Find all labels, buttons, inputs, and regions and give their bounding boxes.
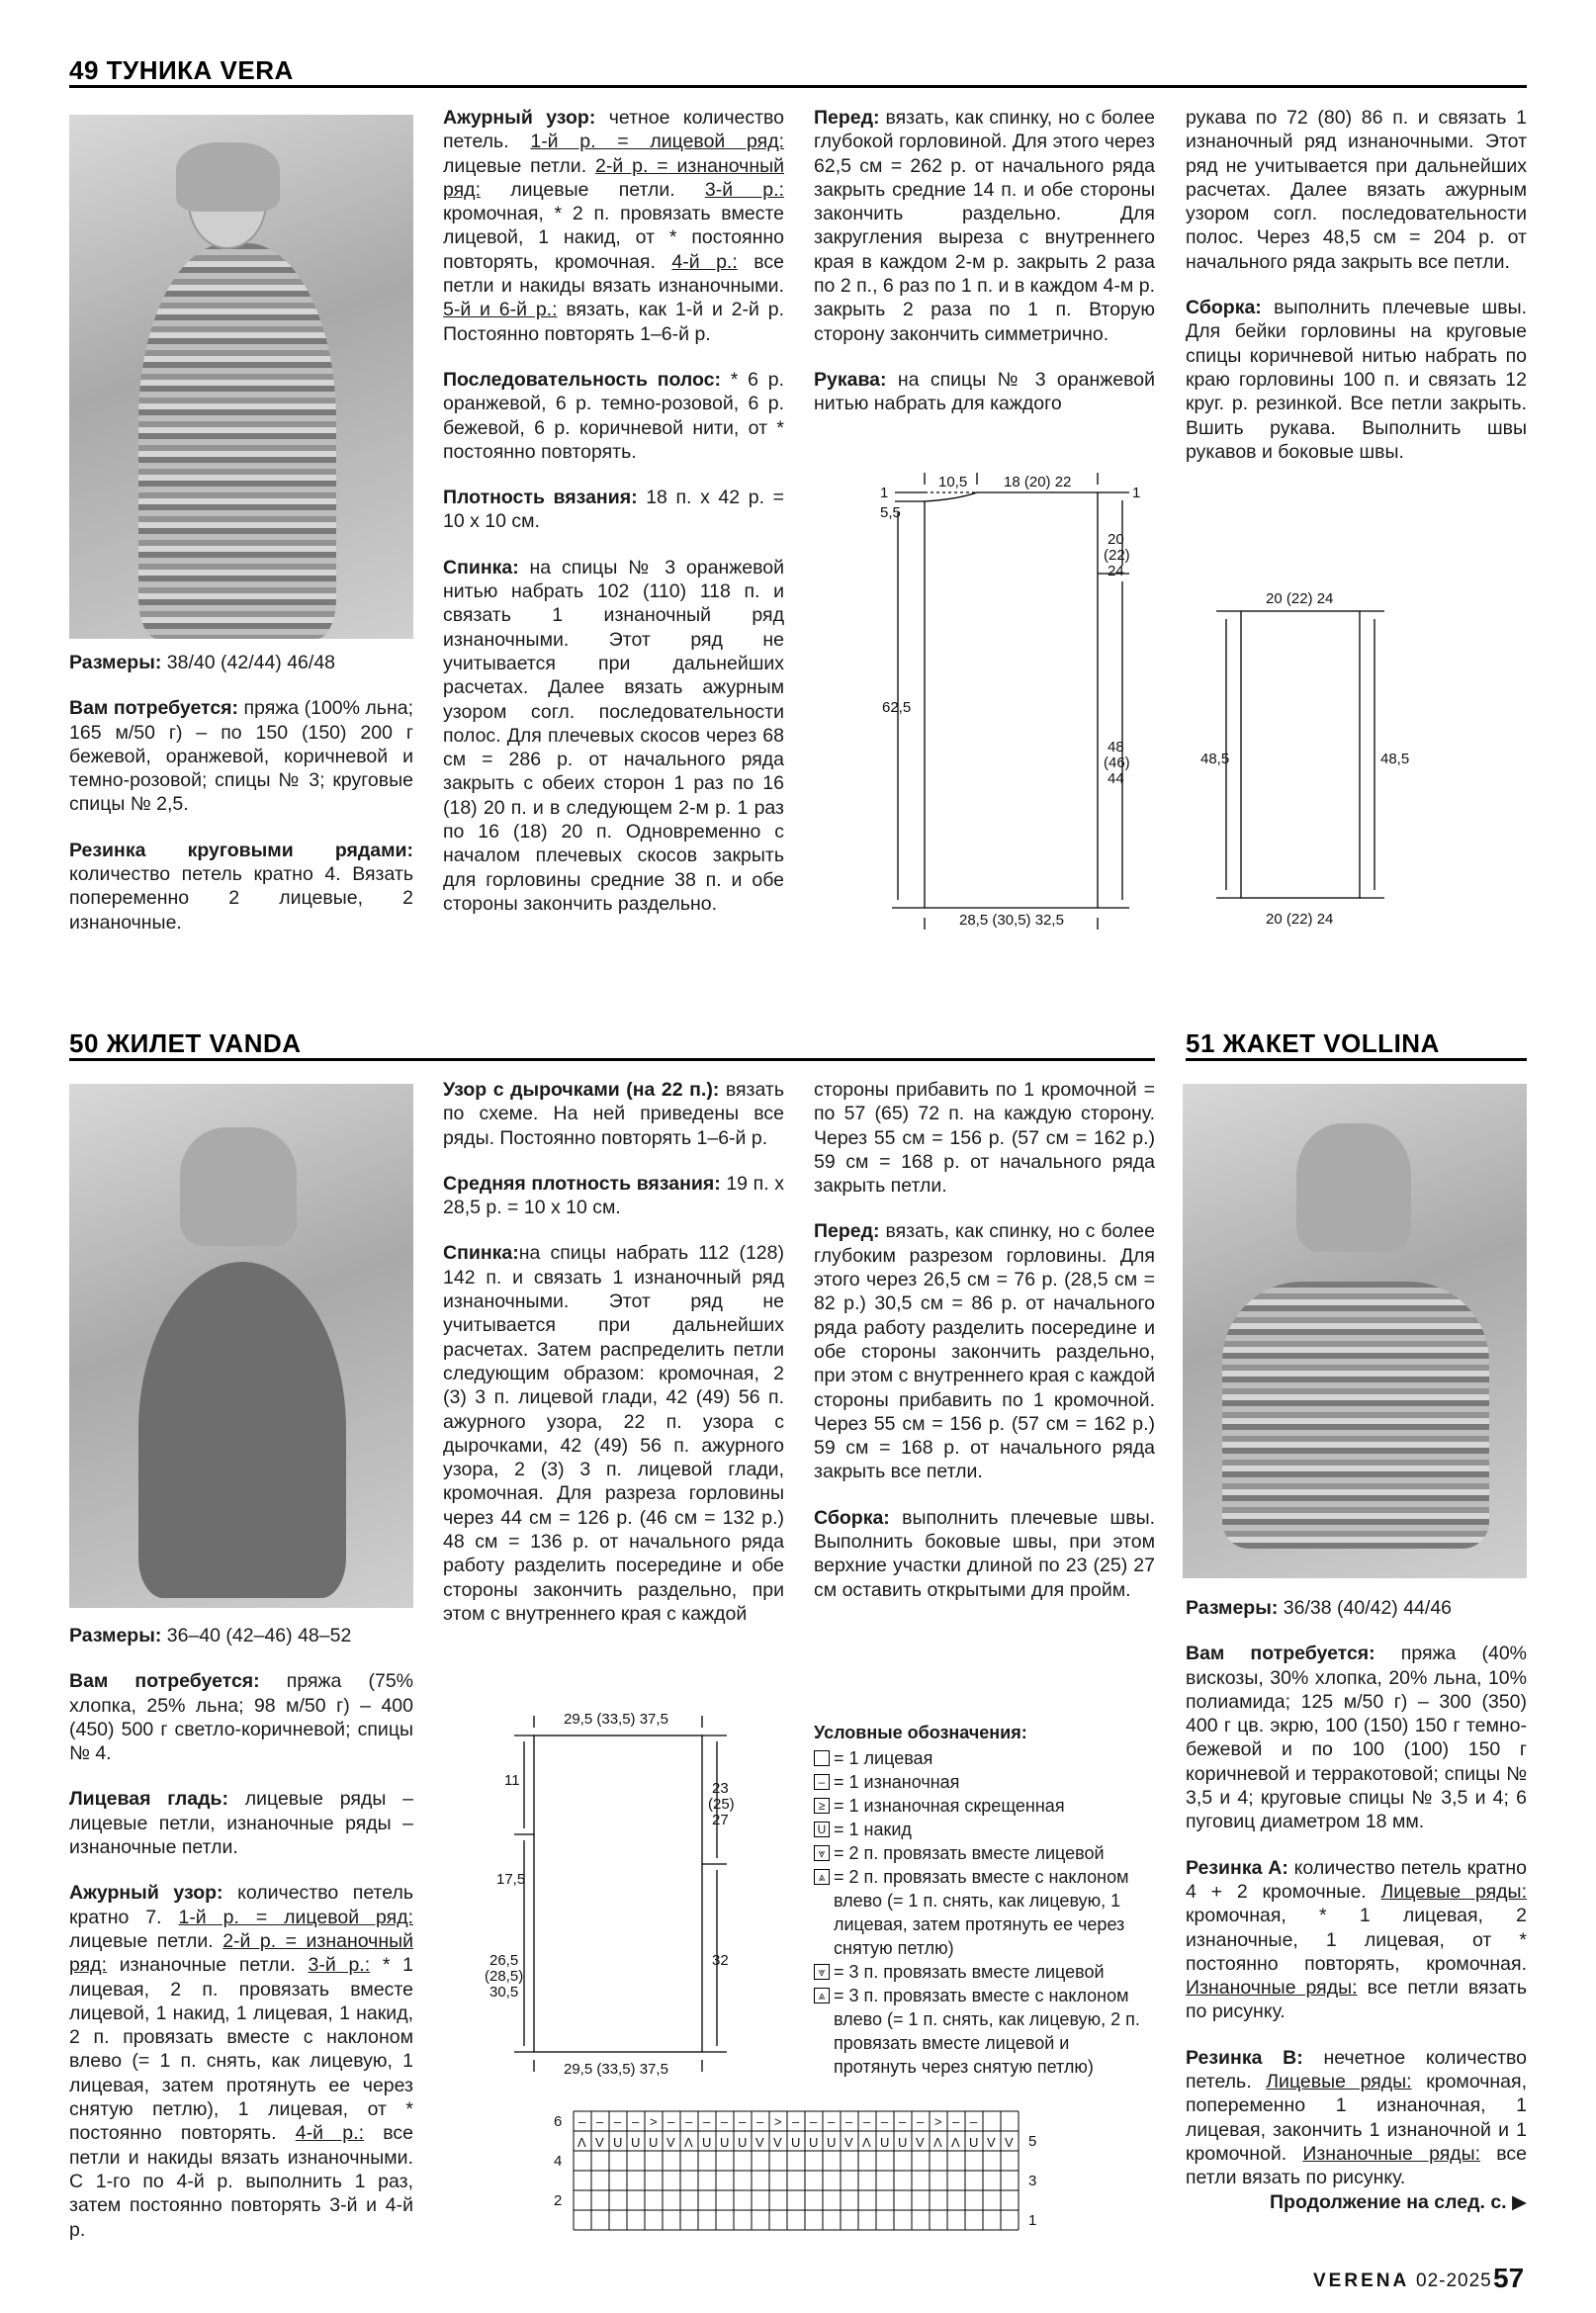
chart-cell-symbol: – (703, 2114, 711, 2129)
chart-cell-symbol: U (791, 2135, 801, 2150)
section-51-rule (1186, 1058, 1527, 1061)
vest-l3b: (28,5) (485, 1968, 524, 1985)
chart-cell-symbol: – (578, 2114, 586, 2129)
sec49-col1 (69, 651, 413, 956)
chart-cell-symbol: V (916, 2135, 925, 2150)
sizes-text: 38/40 (42/44) 46/48 (161, 652, 336, 673)
chart-cell-symbol: V (987, 2135, 996, 2150)
chart-cell-symbol: – (792, 2114, 800, 2129)
legend-symbol-icon: ⩓ (814, 1988, 830, 2003)
issue-number: 02-2025 (1416, 2270, 1492, 2291)
vest-r1c: 27 (712, 1812, 729, 1828)
chart-cell-symbol: Λ (951, 2135, 960, 2150)
legend-item (814, 1794, 1155, 1818)
sec49-col4-text: рукава по 72 (80) 86 п. и связать 1 изнаночный ряд изнаночными. Этот ряд не учитывается при дальнейших расчетах. Далее вязать ажурным узором согл. последовательности полос. Через 48,5 см = 204 р. от начального ряда закрыть все петли. Сборка: выполнить плечевые швы. Для бейки горловины на круговые спицы коричневой нитью набрать по краю горловины 100 п. и связать 12 круг. р. резинкой. Все петли закрыть. Вшить рукава. Выполнить швы рукавов и боковые швы. (1186, 106, 1527, 486)
sleeve-top: 20 (22) 24 (1266, 590, 1334, 607)
legend-item (814, 1865, 1155, 1960)
chart-cell-symbol: V (844, 2135, 853, 2150)
legend-item (814, 1960, 1155, 1984)
chart-cell-symbol: – (970, 2114, 978, 2129)
legend-symbol-icon: ⩔ (814, 1964, 830, 1980)
rib-text: количество петель кратно 4. Вязать попеременно 2 лицевые, 2 изнаночные. (69, 863, 413, 934)
stitch-chart (549, 2106, 1053, 2235)
symbol-legend (814, 1721, 1155, 2079)
vest-bottom: 29,5 (33,5) 37,5 (564, 2061, 668, 2078)
sec49-col2: Ажурный узор: четное количество петель. 1-й р. = лицевой ряд: лицевые петли. 2-й р. = изнаночный ряд: лицевые петли. 3-й р.: кромочная, * 2 п. провязать вместе лицевой, 1 накид, от * постоянно повторять, кромочная. 4-й р.: все петли и накиды вязать изнаночными. 5-й и 6-й р.: вязать, как 1-й и 2-й р. Постоянно повторять 1–6-й р. Последовательность полос: * 6 р. оранжевой, 6 р. темно-розовой, 6 р. бежевой, 6 р. коричневой нити, от * постоянно повторять. Плотность вязания: 18 п. х 42 р. = 10 х 10 см. Спинка: на спицы № 3 оранжевой нитью набрать 102 (110) 118 п. и связать 1 изнаночный ряд изнаночными. Этот ряд не учитывается при дальнейших расчетах. Далее вязать ажурным узором согл. последовательности полос. Для плечевых скосов через 68 см = 286 р. от начального ряда закрыть с обеих сторон 1 раз по 16 (18) 20 п. и в следующем 2-м р. 1 раз по 16 (18) 20 п. Одновременно с началом плечевых скосов закрыть для горловины средние 38 п. и обе стороны закончить раздельно. (443, 107, 785, 915)
chart-cell-symbol: – (917, 2114, 925, 2129)
chart-cell-symbol: – (863, 2114, 871, 2129)
legend-item (814, 1770, 1155, 1794)
height: 62,5 (882, 699, 912, 716)
legend-item (814, 1818, 1155, 1841)
chart-cell-symbol: U (898, 2135, 908, 2150)
arm-a: 20 (1108, 531, 1124, 548)
chart-cell-symbol: – (739, 2114, 747, 2129)
row-label-4: 4 (554, 2153, 563, 2170)
chart-cell-symbol: – (756, 2114, 764, 2129)
one-right: 1 (1132, 485, 1141, 501)
vest-l3a: 26,5 (489, 1952, 519, 1969)
section-49-title: 49 ТУНИКА VERA (69, 55, 294, 85)
arm-c: 24 (1108, 563, 1124, 579)
legend-item (814, 1746, 1155, 1770)
body-outline (925, 492, 1098, 908)
chart-cell-symbol: – (881, 2114, 889, 2129)
chart-cell-symbol: U (702, 2135, 712, 2150)
chart-cell-symbol: U (880, 2135, 890, 2150)
chart-cell-symbol: U (631, 2135, 641, 2150)
magazine-name: VERENA (1313, 2270, 1410, 2291)
legend-text: = 3 п. провязать вместе лицевой (834, 1962, 1105, 1982)
legend-symbol-icon (814, 1750, 830, 1766)
page-number: 57 (1493, 2263, 1525, 2293)
legend-symbol-icon: – (814, 1774, 830, 1790)
materials-text: пряжа (100% льна; 165 м/50 г) – по 150 (150) 200 г бежевой, оранжевой, коричневой и темно-розовой; спицы № 3; круговые спицы № 2,5. (69, 697, 413, 816)
sleeve-left: 48,5 (1200, 751, 1230, 767)
legend-symbol-icon: U (814, 1822, 830, 1837)
chart-cell-symbol: – (596, 2114, 604, 2129)
row-label-6: 6 (554, 2113, 563, 2130)
chart-cell-symbol: V (666, 2135, 675, 2150)
legend-text: = 2 п. провязать вместе лицевой (834, 1843, 1105, 1863)
chart-cell-symbol: – (667, 2114, 675, 2129)
side-a: 48 (1108, 739, 1124, 756)
sec50-col1: Размеры: 36–40 (42–46) 48–52 Вам потребуется: пряжа (75% хлопка, 25% льна; 98 м/50 г) – 400 (450) 500 г светло-коричневой; спицы № 4. Лицевая гладь: лицевые ряды – лицевые петли, изнаночные ряды – изнаночные петли. Ажурный узор: количество петель кратно 7. 1-й р. = лицевой ряд: лицевые петли. 2-й р. = изнаночный ряд: изнаночные петли. 3-й р.: * 1 лицевая, 2 п. провязать вместе лицевой, 1 накид, 1 лицевая, 1 накид, 2 п. провязать вместе с наклоном влево (= 1 п. снять, как лицевую, 1 лицевая, затем протянуть ее через снятую петлю), 1 лицевая, от * постоянно повторять. 4-й р.: все петли и накиды вязать изнаночными. С 1-го по 4-й р. выполнить 1 раз, затем постоянно повторять 3-й и 4-й р. (69, 1625, 414, 2241)
legend-symbol-icon: ⩔ (814, 1845, 830, 1861)
one-left: 1 (880, 485, 889, 501)
sec49-col3: Перед: вязать, как спинку, но с более глубокой горловиной. Для этого через 62,5 см = 262 р. от начального ряда закрыть средние 14 п. и обе стороны закончить раздельно. Для закругления выреза с внутреннего края в каждом 2-м р. закрыть 2 раза по 2 п., 6 раз по 1 п. и в каждом 4-м р. закрыть 2 раза по 1 п. Вторую сторону закончить симметрично. Рукава: на спицы № 3 оранжевой нитью набрать для каждого (814, 107, 1155, 415)
sec50-col3: стороны прибавить по 1 кромочной = по 57 (65) 72 п. на каждую сторону. Через 55 см = 156 р. (57 см = 162 р.) 59 см = 168 р. от начального ряда закрыть петли. Перед: вязать, как спинку, но с более глубоким разрезом горловины. Для этого через 26,5 см = 76 р. (28,5 см = 82 р.) 30,5 см = 86 р. от начального ряда работу разделить посередине и обе стороны закончить раздельно, при этом с внутреннего края с каждой стороны прибавить по 1 кромочной. Через 55 см = 156 р. (57 см = 162 р.) 59 см = 168 р. от начального ряда закрыть все петли. Сборка: выполнить плечевые швы. Выполнить боковые швы, при этом верхние участки длиной по 23 (25) 27 см оставить открытыми для пройм. (814, 1079, 1155, 1601)
sec51-col: Размеры: 36/38 (40/42) 44/46 Вам потребуется: пряжа (40% вискозы, 30% хлопка, 20% льна, 10% полиамида; 125 м/50 г) – 300 (350) 400 г цв. экрю, 100 (150) 150 г темно-бежевой и по 100 (100) 150 г коричневой и терракотовой; спицы № 3,5 и 4; круговые спицы № 3,5 и 4; 6 пуговиц диаметром 18 мм. Резинка А: количество петель кратно 4 + 2 кромочные. Лицевые ряды: кромочная, * 1 лицевая, 2 изнаночные, 1 лицевая, от * постоянно повторять, кромочная. Изнаночные ряды: все петли вязать по рисунку. Резинка В: нечетное количество петель. Лицевые ряды: кромочная, попеременно 1 изнаночная, 1 лицевая, закончить 1 изнаночной и 1 кромочной. Изнаночные ряды: все петли вязать по рисунку. Продолжение на след. с. ▶ (1186, 1597, 1528, 2213)
materials-label: Вам потребуется: (69, 697, 239, 720)
legend-item (814, 1984, 1155, 2079)
legend-text: = 1 изнаночная скрещенная (834, 1796, 1065, 1816)
arm-b: (22) (1104, 547, 1130, 564)
row-label-2: 2 (554, 2192, 563, 2209)
chart-cell-symbol: U (613, 2135, 623, 2150)
legend-title: Условные обозначения: (814, 1723, 1027, 1742)
jacket-photo (1183, 1084, 1527, 1578)
chart-cell-symbol: U (649, 2135, 659, 2150)
chart-cell-symbol: – (810, 2114, 818, 2129)
vest-r1a: 23 (712, 1780, 729, 1797)
legend-symbol-icon: ⩓ (814, 1869, 830, 1885)
chart-cell-symbol: V (1005, 2135, 1014, 2150)
chart-cell-symbol: – (845, 2114, 853, 2129)
vest-l2: 17,5 (496, 1871, 526, 1888)
chart-cell-symbol: Λ (933, 2135, 942, 2150)
row-label-1: 1 (1028, 2212, 1037, 2229)
sleeve-right: 48,5 (1380, 751, 1410, 767)
chart-cell-symbol: – (721, 2114, 729, 2129)
chart-cell-symbol: – (632, 2114, 640, 2129)
neck-depth: 5,5 (880, 504, 901, 521)
shoulder-width: 18 (20) 22 (1004, 474, 1072, 490)
vest-photo (69, 1084, 413, 1608)
legend-text: = 3 п. провязать вместе с наклоном влево (= 1 п. снять, как лицевую, 2 п. провязать вместе лицевой и протянуть через снятую петлю) (834, 1986, 1140, 2077)
chart-cell-symbol: > (650, 2114, 658, 2129)
vest-l3c: 30,5 (489, 1984, 519, 2001)
tunic-sleeve-diagram (1197, 583, 1493, 939)
side-b: (46) (1104, 755, 1130, 771)
bottom-width: 28,5 (30,5) 32,5 (959, 912, 1064, 929)
section-50-title: 50 ЖИЛЕТ VANDA (69, 1028, 302, 1058)
legend-symbol-icon: ≥ (814, 1798, 830, 1814)
chart-cell-symbol: U (969, 2135, 979, 2150)
chart-cell-symbol: Λ (684, 2135, 693, 2150)
chart-cell-symbol: Λ (577, 2135, 586, 2150)
tunic-body-diagram (870, 465, 1157, 939)
legend-text: = 1 изнаночная (834, 1772, 960, 1792)
legend-text: = 1 накид (834, 1820, 912, 1839)
vest-top: 29,5 (33,5) 37,5 (564, 1711, 668, 1728)
chart-cell-symbol: Λ (862, 2135, 871, 2150)
sizes-label: Размеры: (69, 652, 162, 673)
vest-r2: 32 (712, 1952, 729, 1969)
legend-text: = 1 лицевая (834, 1748, 933, 1768)
rib-label: Резинка круговыми рядами: (69, 839, 413, 861)
chart-cell-symbol: – (899, 2114, 907, 2129)
legend-text: = 2 п. провязать вместе с наклоном влево (= 1 п. снять, как лицевую, 1 лицевая, затем протянуть ее через снятую петлю) (834, 1867, 1129, 1958)
row-label-3: 3 (1028, 2173, 1037, 2189)
section-49-rule (69, 85, 1527, 88)
chart-cell-symbol: > (774, 2114, 782, 2129)
vest-l1: 11 (504, 1772, 520, 1789)
section-51-title: 51 ЖАКЕТ VOLLINA (1186, 1028, 1440, 1058)
vest-r1b: (25) (708, 1796, 735, 1813)
tunic-photo (69, 115, 413, 639)
neck-width: 10,5 (938, 474, 968, 490)
chart-cell-symbol: > (934, 2114, 942, 2129)
chart-cell-symbol: U (738, 2135, 748, 2150)
continued-note: Продолжение на след. с. ▶ (1270, 2190, 1527, 2213)
chart-cell-symbol: V (595, 2135, 604, 2150)
vest-diagram (475, 1706, 771, 2082)
row-label-5: 5 (1028, 2133, 1037, 2150)
chart-cell-symbol: – (828, 2114, 836, 2129)
chart-cell-symbol: V (755, 2135, 764, 2150)
section-50-rule (69, 1058, 1155, 1061)
chart-cell-symbol: V (773, 2135, 782, 2150)
chart-cell-symbol: U (720, 2135, 730, 2150)
legend-item (814, 1841, 1155, 1865)
side-c: 44 (1108, 770, 1124, 787)
chart-cell-symbol: – (685, 2114, 693, 2129)
sleeve-bottom: 20 (22) 24 (1266, 911, 1334, 928)
chart-cell-symbol: – (614, 2114, 622, 2129)
chart-cell-symbol: U (827, 2135, 837, 2150)
chart-cell-symbol: U (809, 2135, 819, 2150)
chart-cell-symbol: – (952, 2114, 960, 2129)
sec50-col2: Узор с дырочками (на 22 п.): вязать по схеме. На ней приведены все ряды. Постоянно повторять 1–6-й р. Средняя плотность вязания: 19 п. х 28,5 р. = 10 х 10 см. Спинка:на спицы набрать 112 (128) 142 п. и связать 1 изнаночный ряд изнаночными. Этот ряд не учитывается при дальнейших расчетах. Затем распределить петли следующим образом: кромочная, 2 (3) 3 п. лицевой глади, 42 (49) 56 п. ажурного узора, 22 п. узора с дырочками, 42 (49) 56 п. ажурного узора, 2 (3) 3 п. лицевой глади, кромочная. Для разреза горловины через 44 см = 126 р. (46 см = 132 р.) 48 см = 136 р. от начального ряда работу разделить посередине и обе стороны закончить раздельно, при этом с внутреннего края с каждой (443, 1079, 784, 1625)
